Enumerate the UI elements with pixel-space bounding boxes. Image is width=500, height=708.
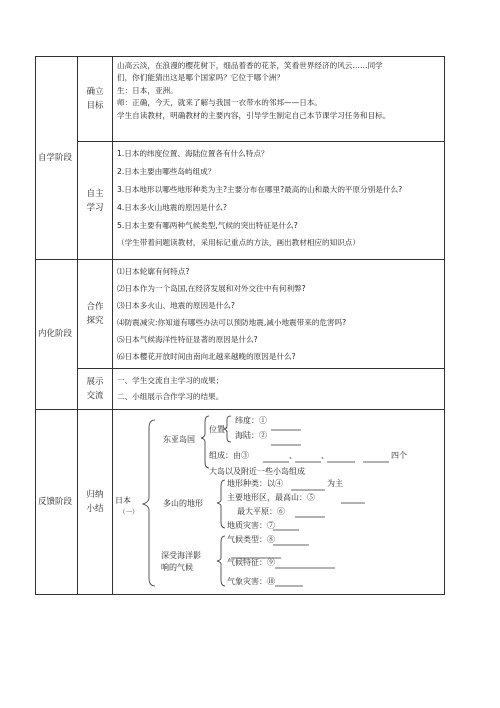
main-area: 主要地形区，最高山：⑤ <box>227 493 315 502</box>
sub-label: 归纳小结 <box>86 490 104 514</box>
sub-display <box>78 369 113 410</box>
sub-label: 自主学习 <box>86 188 104 213</box>
position-label: 位置： <box>209 425 233 434</box>
latitude-item: 纬度：① <box>235 416 267 425</box>
composition-tail: 大岛以及附近一些小岛组成 <box>209 467 305 476</box>
root-label: 日本 <box>115 496 131 505</box>
branch1-label: 东亚岛国 <box>163 435 195 444</box>
question-line: ⑵日本作为一个岛国,在经济发展和对外交往中有何利弊? <box>117 284 306 293</box>
branch3-label: 深受海洋影 <box>161 551 201 560</box>
sub-summary <box>78 410 113 595</box>
stage-self-study <box>36 57 78 260</box>
root-brace <box>143 420 155 586</box>
composition-sep: 、 <box>321 451 329 460</box>
branch3-brace <box>217 536 225 586</box>
question-line: 4.日本多火山地震的原因是什么? <box>117 203 227 212</box>
display-line: 一、学生交流自主学习的成果； <box>117 376 224 385</box>
goal-line: 师：正确，今天，就来了解与我国一衣带水的邻邦——日本。 <box>117 98 323 108</box>
sub-goal <box>78 57 113 142</box>
climate-type: 气候类型：⑧ <box>227 535 275 544</box>
question-line: 2.日本主要由哪些岛屿组成？ <box>117 167 216 176</box>
question-line: ⑴日本轮廓有何特点? <box>117 267 190 276</box>
self-study-content <box>113 142 445 260</box>
stage-feedback <box>36 410 78 595</box>
display-line: 二、小组展示合作学习的结果。 <box>117 392 224 401</box>
sub-self-study <box>78 142 113 260</box>
branch2-brace <box>217 480 225 528</box>
question-line: 3.日本地形以哪些地形种类为主?主要分布在哪里?最高的山和最大的平原分别是什么? <box>117 185 403 194</box>
goal-line: 学生自读教材，明确教材的主要内容，引导学生制定自己本节课学习任务和目标。 <box>117 110 391 120</box>
goal-content <box>113 57 445 142</box>
branch2-label: 多山的地形 <box>163 499 203 508</box>
weather-disaster: 气象灾害：⑩ <box>227 577 275 586</box>
stage-label: 内化阶段 <box>38 329 73 339</box>
display-content <box>113 369 445 410</box>
question-line: ⑶日本多火山、地震的原因是什么? <box>117 301 235 310</box>
composition-sep: 、 <box>289 451 297 460</box>
sea-land-item: 海陆：② <box>235 431 267 440</box>
branch1-brace <box>201 416 209 468</box>
climate-feature: 气候特征：⑨ <box>227 558 275 567</box>
landform-disaster: 地质灾害：⑦ <box>227 521 275 530</box>
landform-type: 地形种类：以④ <box>227 479 283 488</box>
goal-line: 们，你们能猜出这是哪个国家吗？它位于哪个洲？ <box>117 73 285 83</box>
composition-item: 组成：由③ <box>209 451 249 460</box>
sub-label: 确立目标 <box>86 87 104 111</box>
sub-label: 展示交流 <box>86 377 104 401</box>
question-line: ⑸日本气候海洋性特征显著的原因是什么? <box>117 335 258 344</box>
goal-line: 山高云淡，在浪漫的樱花树下，细品着香的花茶，笑看世界经济的风云……同学 <box>117 61 383 70</box>
sub-label: 合作探究 <box>86 302 104 326</box>
summary-content <box>113 410 445 595</box>
cooperation-content <box>113 260 445 369</box>
question-line: 1.日本的纬度位置、海陆位置各有什么特点？ <box>117 149 269 158</box>
stage-label: 反馈阶段 <box>38 496 73 507</box>
sub-cooperation <box>78 260 113 369</box>
question-line: ⑷防震减灾:你知道有哪些办法可以预防地震,减小地震带来的危害吗? <box>117 318 347 327</box>
composition-end: 四个 <box>391 451 407 460</box>
landform-type-end: 为主 <box>327 479 343 488</box>
instruction-line: （学生带着问题读教材，采用标记重点的方法，画出教材相应的知识点） <box>117 238 360 247</box>
knowledge-diagram <box>113 410 444 588</box>
largest-plain: 最大平原：⑥ <box>237 507 285 516</box>
stage-internalize <box>36 260 78 410</box>
branch3-label-2: 响的气候 <box>161 563 193 572</box>
root-sub: （一） <box>119 508 139 516</box>
goal-line: 生：日本，亚洲。 <box>117 85 178 95</box>
question-line: ⑹日本樱花开放时间由南向北越来越晚的原因是什么? <box>117 352 296 361</box>
lesson-table <box>35 56 445 595</box>
question-line: 5.日本主要有哪两种气候类型,气候的突出特征是什么? <box>117 221 298 230</box>
stage-label: 自学阶段 <box>38 152 73 163</box>
